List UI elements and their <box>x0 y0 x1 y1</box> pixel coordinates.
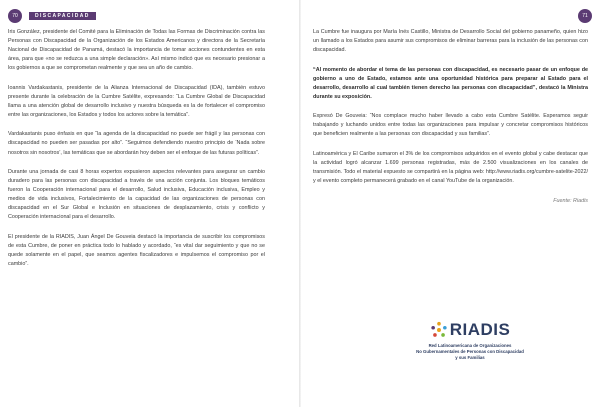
paragraph: Ioannis Vardakastanis, presidente de la Alianza Internacional de Discapacidad (IDA), también estuvo presente durante la celebración de la Cumbre Satélite, expresando: “La Cumbre Global de Discapacidad llama a una atención global de desarrollo inclusivo y nuestra búsqueda es la de fortalecer el compromiso entre las organizaciones, los Estados y todos los actores sobre la temática”. <box>8 84 265 118</box>
paragraph: La Cumbre fue inaugura por María Inés Castillo, Ministra de Desarrollo Social del gobierno panameño, quien hizo un llamado a los Estados para asumir sus compromisos de eliminar barreras para la inclusión de las personas con discapacidad. <box>313 29 588 54</box>
right-page <box>300 0 600 407</box>
logo-wordmark: RIADIS <box>449 320 511 339</box>
paragraph: Latinoamérica y El Caribe sumaron el 3% de los compromisos adquiridos en el evento global y cabe destacar que la actividad logró alcanzar 1.699 personas registradas, más de 2.500 visualizaciones en los canales de transmisión. Todo el material expuesto se compartirá en la página web: http://www.riadis.org/cumbre-satelite-2022/ y el evento completo permanecerá grabado en el canal YouTube de la organización. <box>313 150 588 185</box>
riadis-logo <box>405 320 535 380</box>
page-number-left: 70 <box>8 9 22 23</box>
riadis-emblem-icon <box>430 321 448 339</box>
left-text-column <box>8 28 265 280</box>
logo-subtitle-line: Red Latinoamericana de Organizaciones <box>428 343 512 348</box>
paragraph: Vardakastanis puso énfasis en que “la agenda de la discapacidad no puede ser frágil y las personas con discapacidad no pueden ser pasadas por alto”. “Seguimos defendiendo nuestro principio de ‘Nada sobre nosotros sin nosotros’, las temáticas que se abordarán hoy deben ser el enfoque de las futuras políticas”. <box>8 131 265 156</box>
paragraph: Iris González, presidente del Comité para la Eliminación de Todas las Formas de Discriminación contra las Personas con Discapacidad de la Organización de los Estados Americanos y directora de la Secretaría Nacional de Discapacidad de Panamá, destacó la importancia de tomar acciones contundentes en esta área, para que «no se reduzca a una simple declaración». Así mismo indicó que es necesario presionar a los gobiernos a que se comprometan realmente y que sea un año de cambio. <box>8 29 265 72</box>
logo-subtitle-line: No Gubernamentales de Personas con Discapacidad <box>416 349 524 354</box>
section-label: DISCAPACIDAD <box>29 12 96 20</box>
logo-subtitle-line: y sus Familias <box>455 355 485 360</box>
right-text-column <box>313 28 588 216</box>
page-number-right: 71 <box>578 9 592 23</box>
source-credit: Fuente: Riadis <box>553 197 588 204</box>
highlight-quote: “Al momento de abordar el tema de las personas con discapacidad, es necesario pasar de un enfoque de gobierno a uno de Estado, estamos ante una oportunidad histórica para preparar al Estado para el desarrollo, desarrollo al cual también tienen derecho las personas con discapacidad”, destacó la Ministra durante su exposición. <box>313 66 588 100</box>
paragraph: Expresó De Gouveia: “Nos complace mucho haber llevado a cabo esta Cumbre Satélite. Esperamos seguir trabajando y luchando unidos entre todas las organizaciones para impulsar y concretar compromisos históricos que beneficien realmente a las personas con discapacidad y sus familias”. <box>313 113 588 138</box>
paragraph: El presidente de la RIADIS, Juan Ángel De Gouveia destacó la importancia de suscribir los compromisos de esta Cumbre, de poner en práctica todo lo hablado y acordado, “es vital dar seguimiento y que no se quede solamente en el papel, que seamos agentes fiscalizadores e impulsemos el compromiso por el cambio”. <box>8 233 265 267</box>
logo-subtitle <box>405 343 535 361</box>
paragraph: Durante una jornada de casi 8 horas expertos expusieron aspectos relevantes para asegurar un cambio duradero para las personas con discapacidad a través de una acción conjunta. Los bloques temáticos fueron la Cooperación internacional para el desarrollo, Salud inclusiva, Educación inclusiva, Empleo y medios de vida inclusivos, Fortalecimiento de la capacidad de las organizaciones de personas con discapacidad en el Sur Global e Inclusión en situaciones de desplazamiento, crisis y conflicto y Cooperación internacional para el desarrollo. <box>8 169 265 221</box>
